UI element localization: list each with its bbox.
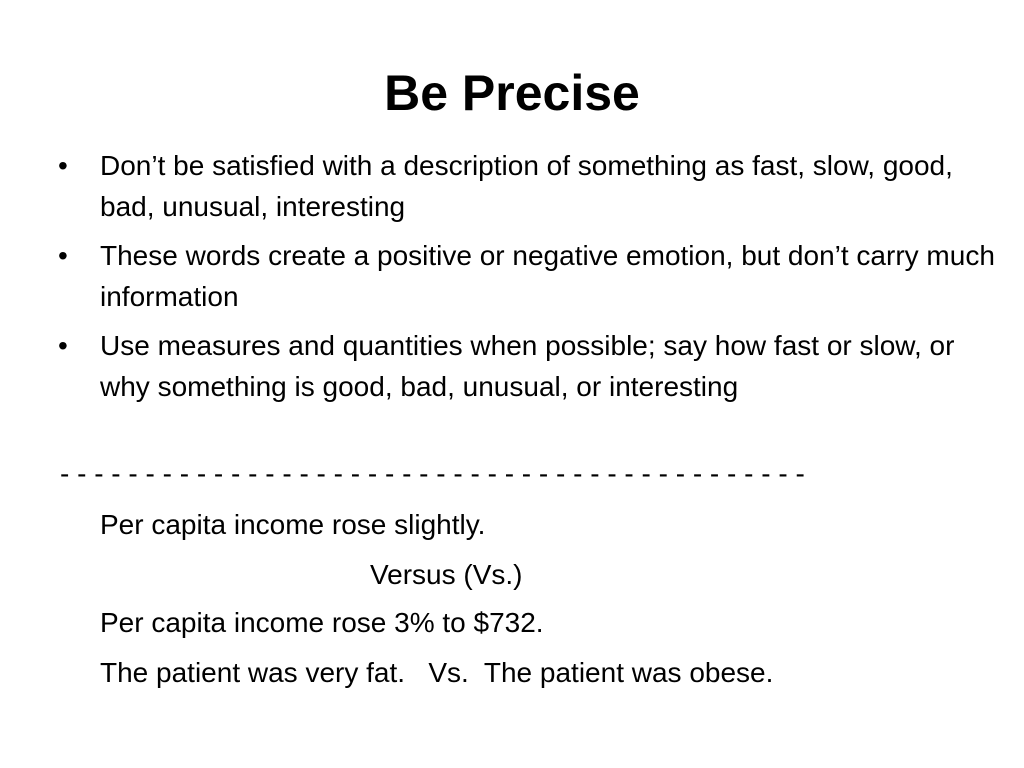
bullet-text: Use measures and quantities when possible; say how fast or slow, or why something is good, bad, unusual, or interesting — [100, 330, 955, 402]
bullet-text: These words create a positive or negative emotion, but don’t carry much information — [100, 240, 995, 312]
bullet-marker: • — [58, 150, 68, 181]
dashed-divider: - - - - - - - - - - - - - - - - - - - - - - - - - - - - - - - - - - - - - - - - - - - - — [60, 458, 805, 489]
bullet-text: Don’t be satisfied with a description of something as fast, slow, good, bad, unusual, interesting — [100, 150, 953, 222]
bullet-item — [58, 145, 998, 227]
bullet-item — [58, 325, 998, 407]
bullet-marker: • — [58, 240, 68, 271]
example-precise-income: Per capita income rose 3% to $732. — [100, 607, 544, 638]
bullet-list — [58, 145, 998, 415]
example-patient-comparison: The patient was very fat. Vs. The patient was obese. — [100, 657, 774, 688]
example-versus-label: Versus (Vs.) — [370, 559, 523, 590]
bullet-item — [58, 235, 998, 317]
bullet-marker: • — [58, 330, 68, 361]
example-vague-income: Per capita income rose slightly. — [100, 509, 486, 540]
slide-title: Be Precise — [384, 65, 640, 121]
